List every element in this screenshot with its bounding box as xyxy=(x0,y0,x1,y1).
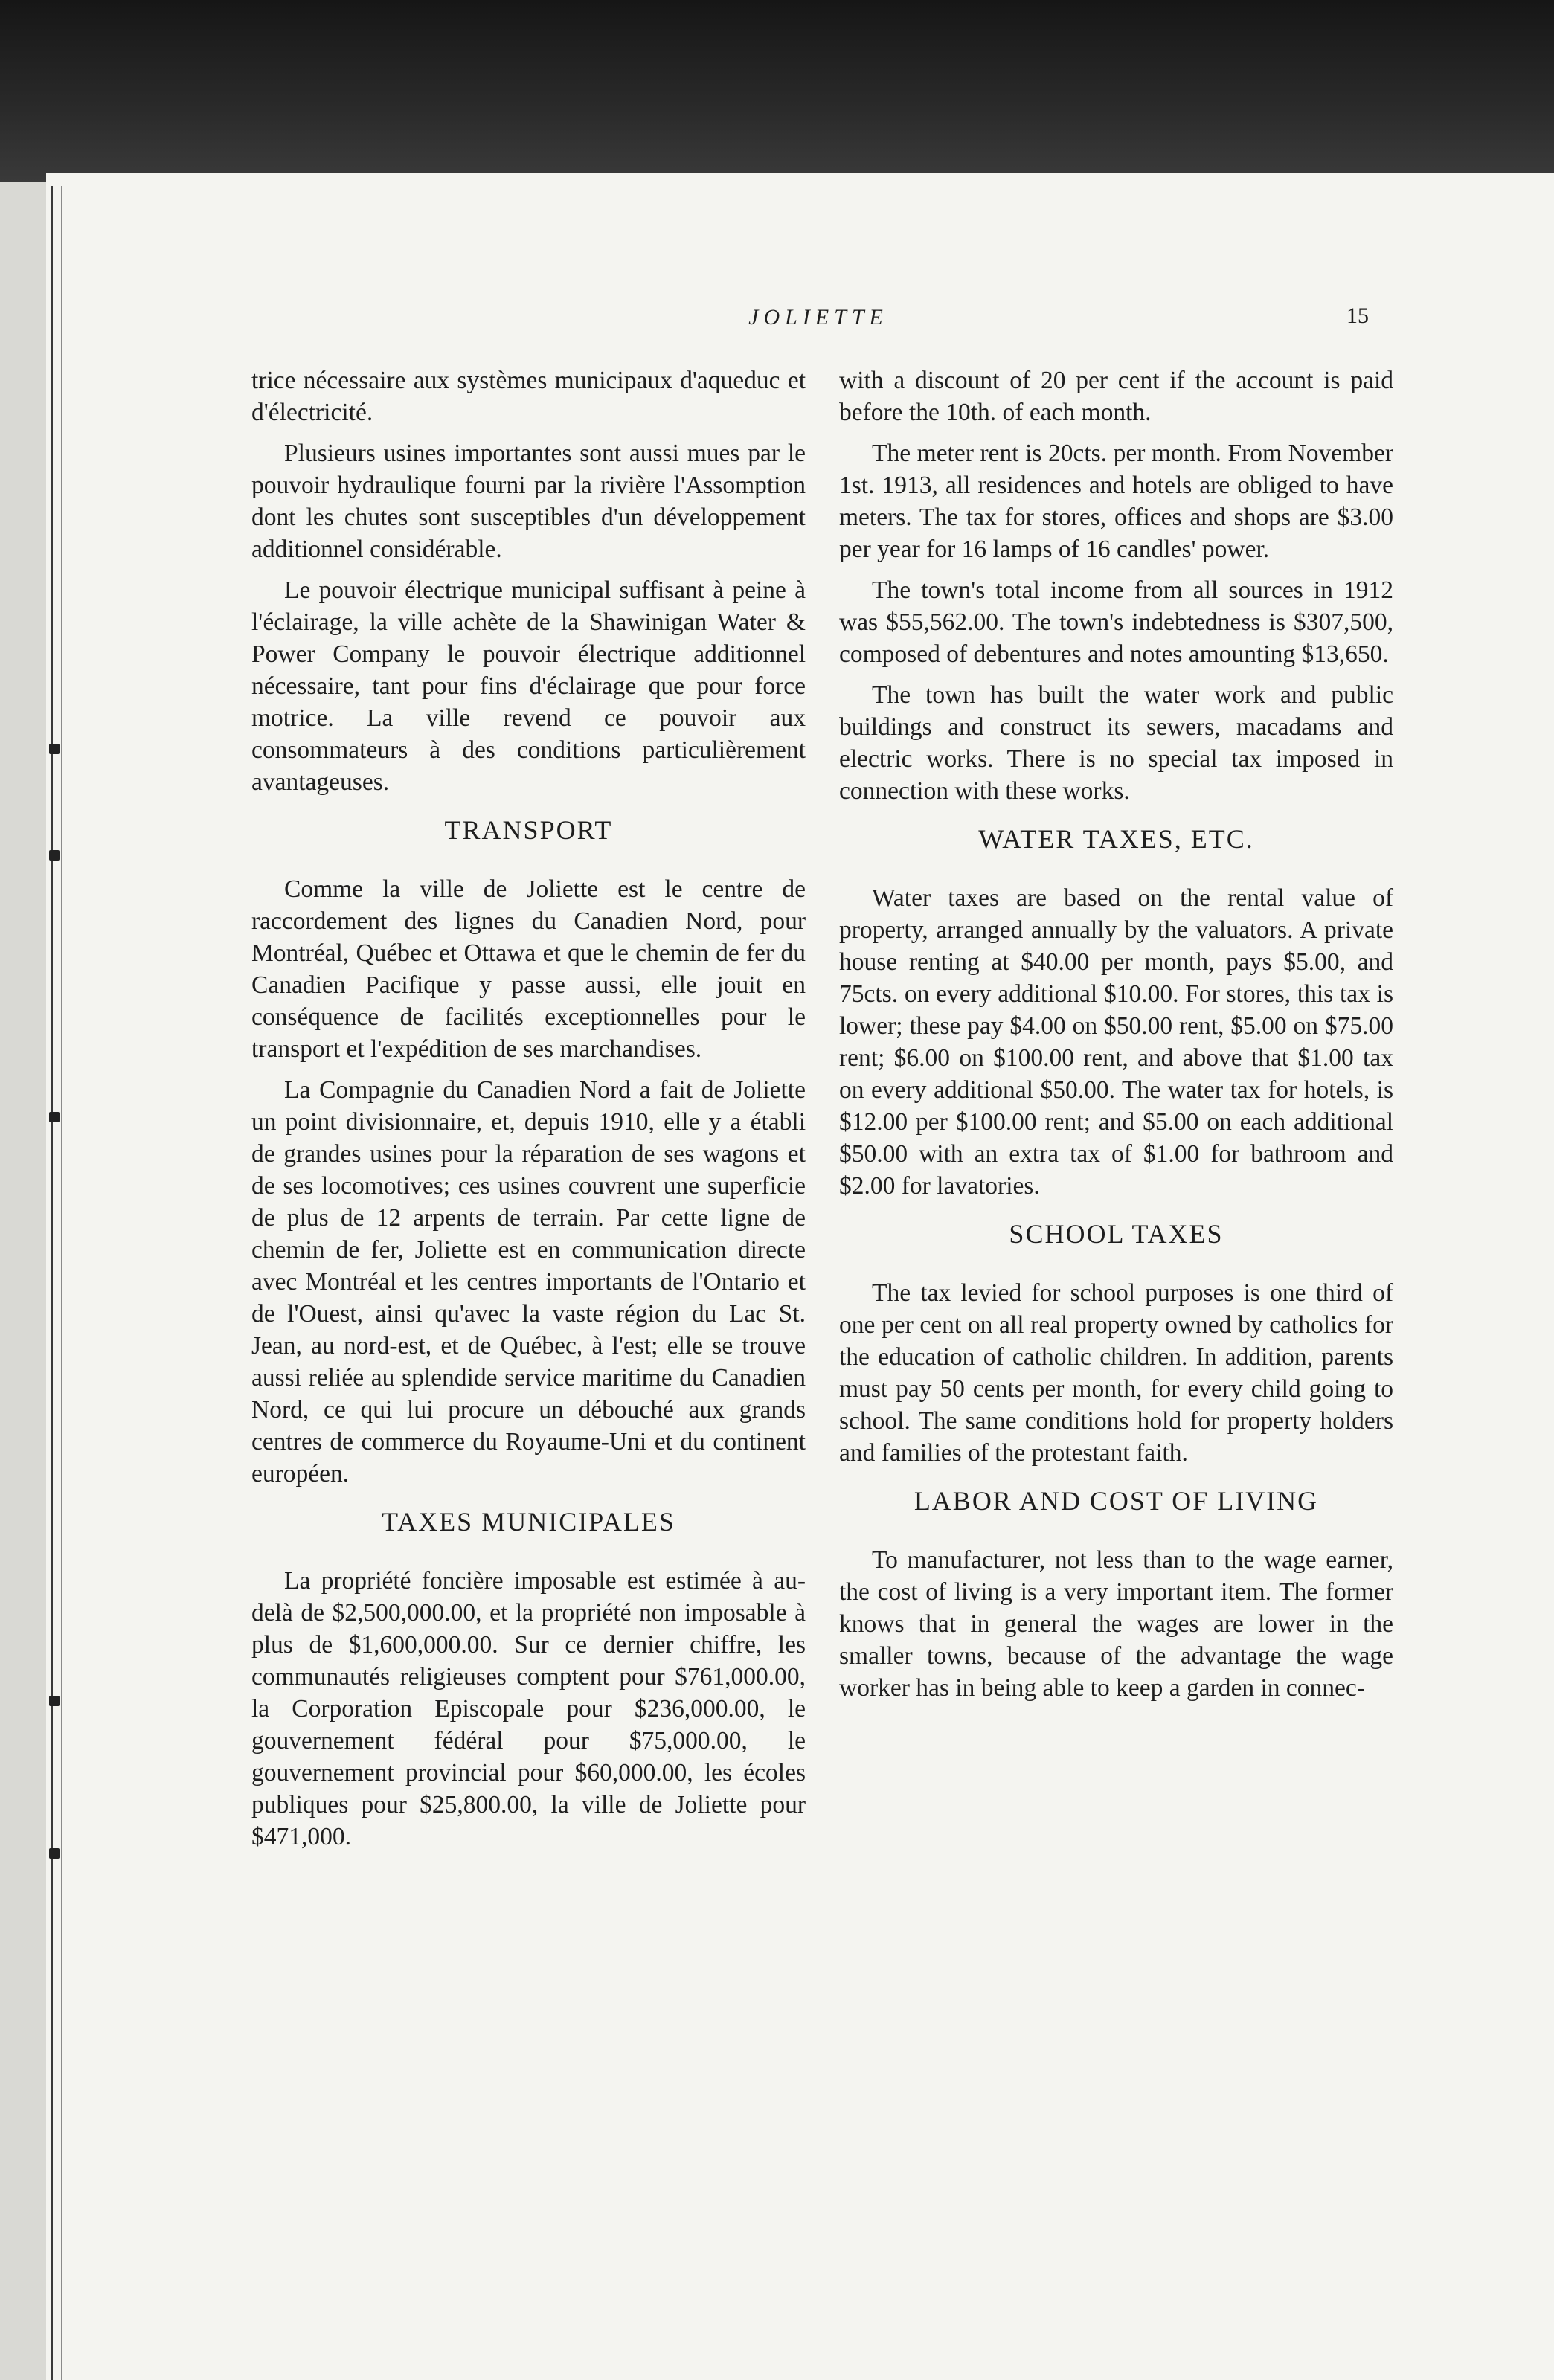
left-column xyxy=(251,364,806,1862)
right-column xyxy=(839,364,1393,1713)
binding-stitch-mark xyxy=(49,1112,60,1122)
paragraph: with a discount of 20 per cent if the account is paid before the 10th. of each month. xyxy=(839,367,1393,426)
binding-stitch-mark xyxy=(49,1848,60,1859)
section-heading-school-taxes: SCHOOL TAXES xyxy=(1009,1219,1224,1249)
page-number: 15 xyxy=(1346,303,1369,328)
paragraph: trice nécessaire aux systèmes municipaux d'aqueduc et d'électricité. xyxy=(251,367,806,426)
running-head: JOLIETTE xyxy=(748,305,888,329)
binding-stitch-mark xyxy=(49,1696,60,1706)
binding-stitch-mark xyxy=(49,850,60,861)
binding-fold-line-inner xyxy=(61,186,62,2380)
binding-fold-line xyxy=(51,186,53,2380)
paragraph: La propriété foncière imposable est estimée à au-delà de $2,500,000.00, et la propriété non imposable à plus de $1,600,000.00. Sur ce dernier chiffre, les communautés religieuses comptent pour $761,000.00, la Corporation Episcopale pour $236,000.00, le gouvernement fédéral pour $75,000.00, le gouvernement provincial pour $60,000.00, les écoles publiques pour $25,800.00, la ville de Joliette pour $471,000. xyxy=(251,1567,806,1850)
scan-dark-border xyxy=(0,0,1554,182)
paragraph: Le pouvoir électrique municipal suffisant à peine à l'éclairage, la ville achète de la Shawinigan Water & Power Company le pouvoir électrique additionnel nécessaire, tant pour fins d'éclairage que pour force motrice. La ville revend ce pouvoir aux consommateurs à des conditions particulièrement avantageuses. xyxy=(251,576,806,796)
paragraph: To manufacturer, not less than to the wage earner, the cost of living is a very important item. The former knows that in general the wages are lower in the smaller towns, because of the advantage the wage worker has in being able to keep a garden in connec- xyxy=(839,1546,1393,1702)
paragraph: The meter rent is 20cts. per month. From November 1st. 1913, all residences and hotels are obliged to have meters. The tax for stores, offices and shops are $3.00 per year for 16 lamps of 16 candles' power. xyxy=(839,440,1393,563)
binding-stitch-mark xyxy=(49,744,60,754)
section-heading-transport: TRANSPORT xyxy=(444,815,613,845)
section-heading-labor-cost-of-living: LABOR AND COST OF LIVING xyxy=(914,1486,1319,1516)
paragraph: Water taxes are based on the rental value of property, arranged annually by the valuators. A private house renting at $40.00 per month, pays $5.00, and 75cts. on every additional $10.00. For stores, this tax is lower; these pay $4.00 on $50.00 rent, $5.00 on $75.00 rent; $6.00 on $100.00 rent, and above that $1.00 tax on every additional $50.00. The water tax for hotels, is $12.00 per $100.00 rent; and $5.00 on each additional $50.00 with an extra tax of $1.00 for bathroom and $2.00 for lavatories. xyxy=(839,884,1393,1200)
paragraph: Comme la ville de Joliette est le centre de raccordement des lignes du Canadien Nord, pour Montréal, Québec et Ottawa et que le chemin de fer du Canadien Pacifique y passe aussi, elle jouit en conséquence de facilités exceptionnelles pour le transport et l'expédition de ses marchandises. xyxy=(251,875,806,1063)
paragraph: The town's total income from all sources in 1912 was $55,562.00. The town's indebtedness is $307,500, composed of debentures and notes amounting $13,650. xyxy=(839,576,1393,668)
section-heading-taxes-municipales: TAXES MUNICIPALES xyxy=(382,1507,675,1537)
paragraph: The tax levied for school purposes is one third of one per cent on all real property owned by catholics for the education of catholic children. In addition, parents must pay 50 cents per month, for every child going to school. The same conditions hold for property holders and families of the protestant faith. xyxy=(839,1279,1393,1467)
paragraph: Plusieurs usines importantes sont aussi mues par le pouvoir hydraulique fourni par la rivière l'Assomption dont les chutes sont susceptibles d'un développement additionnel considérable. xyxy=(251,440,806,563)
paragraph: The town has built the water work and public buildings and construct its sewers, macadams and electric works. There is no special tax imposed in connection with these works. xyxy=(839,681,1393,805)
scan-left-margin xyxy=(0,182,52,2380)
section-heading-water-taxes: WATER TAXES, ETC. xyxy=(978,824,1254,854)
paragraph: La Compagnie du Canadien Nord a fait de Joliette un point divisionnaire, et, depuis 1910, elle y a établi de grandes usines pour la réparation de ses wagons et de ses locomotives; ces usines couvrent une superficie de plus de 12 arpents de terrain. Par cette ligne de chemin de fer, Joliette est en communication directe avec Montréal et les centres importants de l'Ontario et de l'Ouest, ainsi qu'avec la vaste région du Lac St. Jean, au nord-est, et de Québec, à l'est; elle se trouve aussi reliée au splendide service maritime du Canadien Nord, ce qui lui procure un débouché aux grands centres de commerce du Royaume-Uni et du continent européen. xyxy=(251,1076,806,1488)
